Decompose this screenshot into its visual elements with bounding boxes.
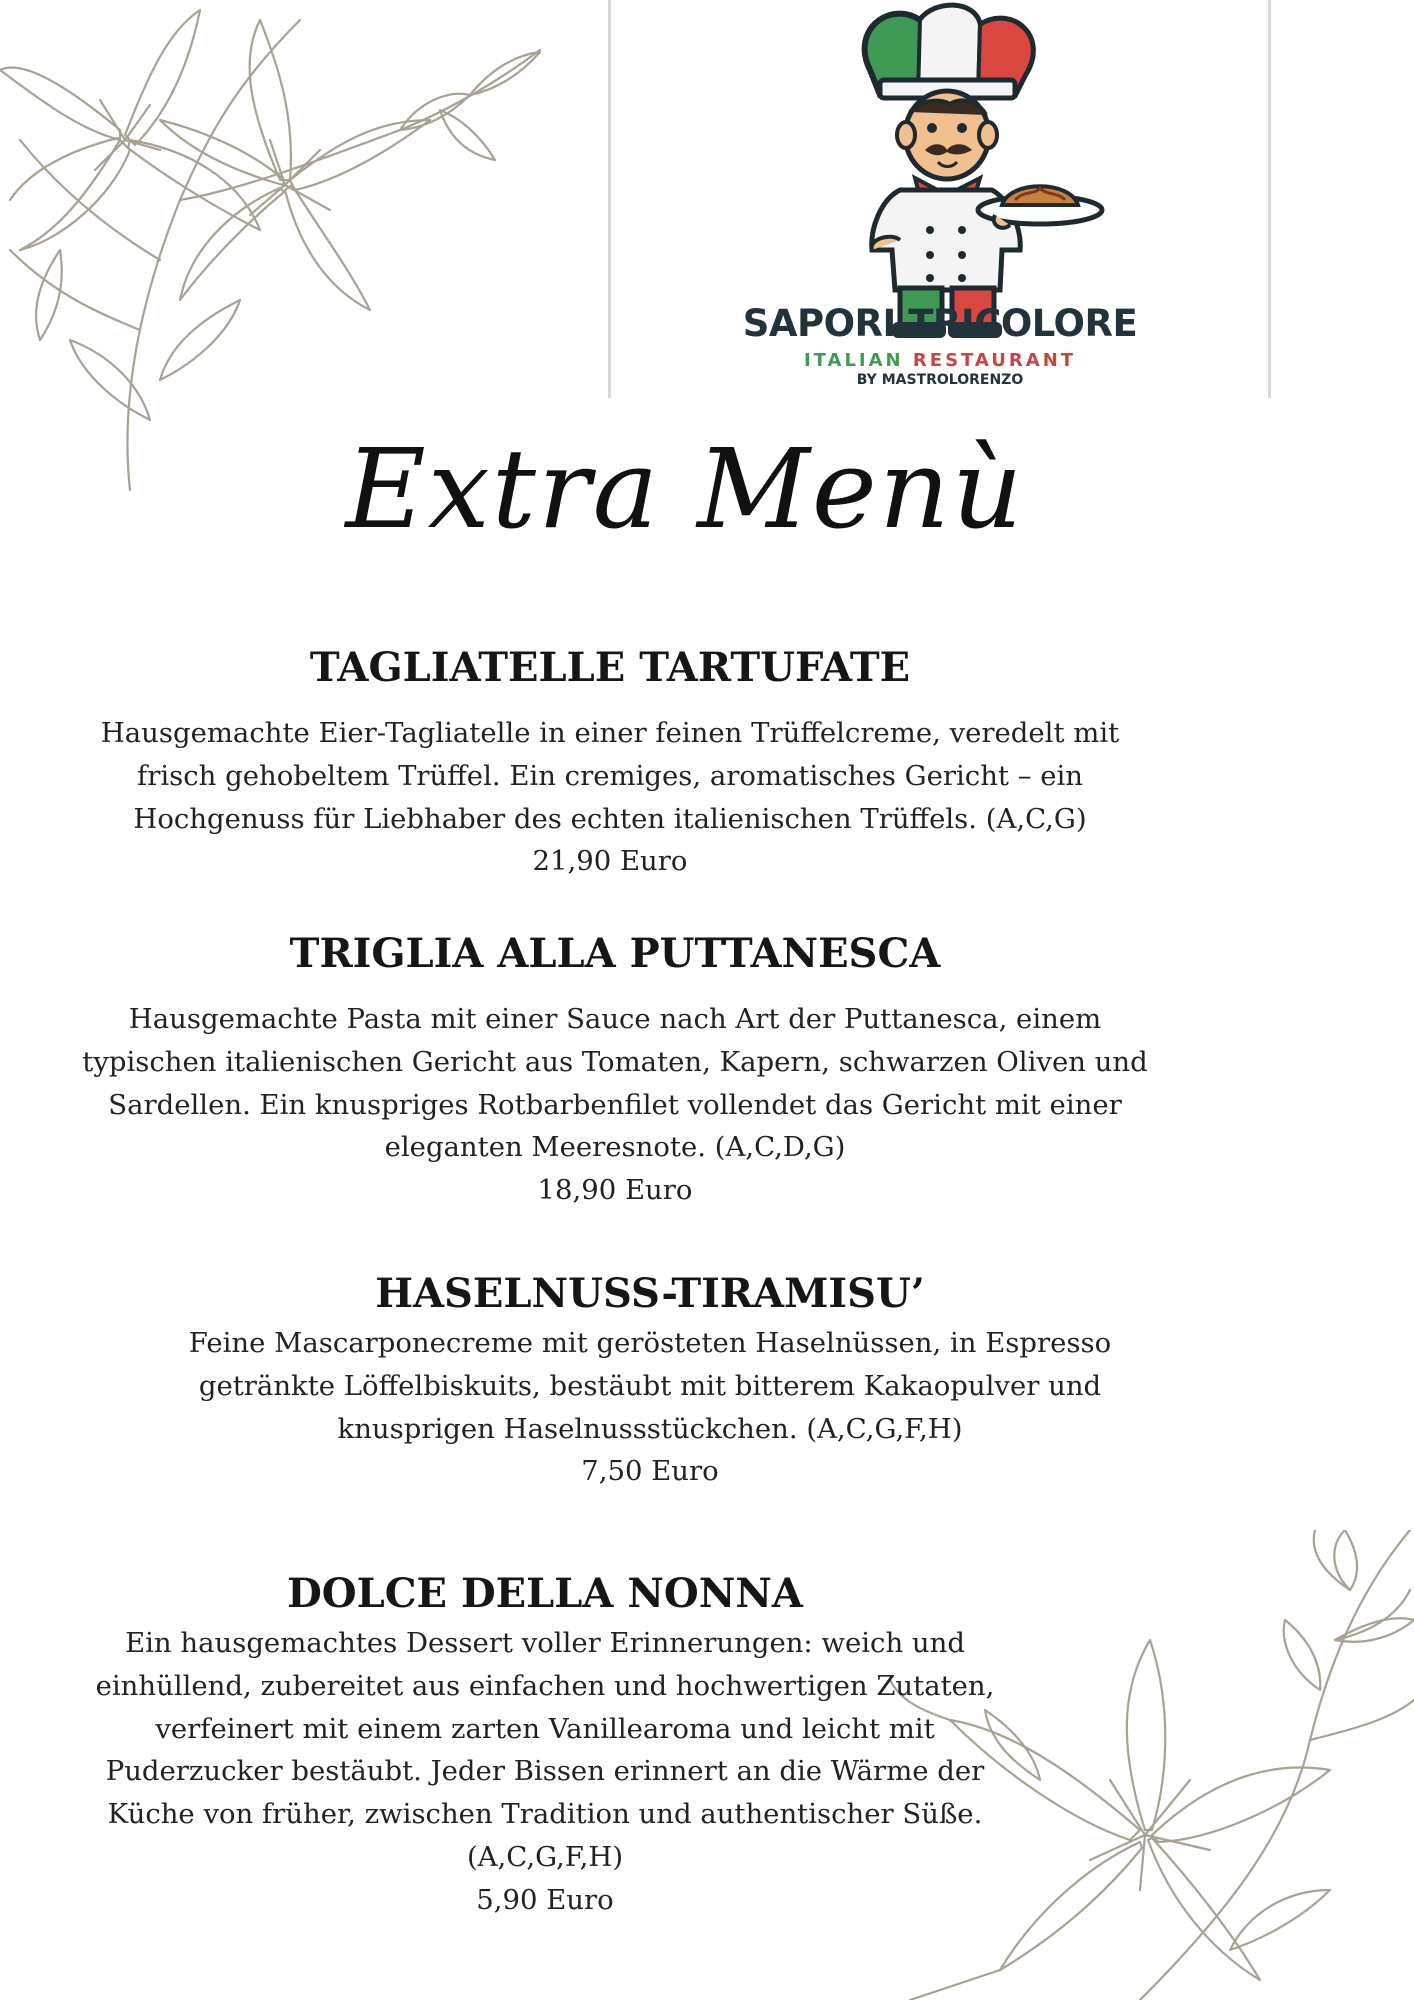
dish-description: Feine Mascarponecreme mit gerösteten Haselnüssen, in Espresso getränkte Löffelbiskuits, bestäubt mit bitterem Kakaopulver und knusprigen Haselnussstückchen. (A,C,G,F,H)	[188, 1327, 1112, 1445]
brand-tagline-restaurant: RESTAURANT	[912, 350, 1077, 371]
dish-name: TRIGLIA ALLA PUTTANESCA	[289, 930, 941, 977]
chef-hat-icon	[865, 6, 1033, 98]
menu-item	[40, 926, 1190, 1212]
dish-description: Hausgemachte Eier-Tagliatelle in einer feinen Trüffelcreme, veredelt mit frisch gehobeltem Trüffel. Ein cremiges, aromatisches Gericht – ein Hochgenuss für Liebhaber des echten italienischen Trüffels. (A,C,G)	[100, 717, 1120, 835]
brand-tagline-italian: ITALIAN	[803, 350, 904, 371]
menu-item	[40, 640, 1180, 883]
dish-name: DOLCE DELLA NONNA	[287, 1570, 803, 1617]
menu-item	[130, 1266, 1170, 1493]
dish-name: TAGLIATELLE TARTUFATE	[309, 644, 911, 691]
brand-name: SAPORI TRICOLORE	[742, 302, 1138, 345]
dish-price: 21,90 Euro	[532, 845, 688, 878]
brand-tagline	[700, 350, 1180, 371]
dish-price: 18,90 Euro	[537, 1174, 693, 1207]
brand-byline: BY MASTROLORENZO	[856, 372, 1024, 388]
divider-line-left	[608, 0, 611, 398]
dish-description: Ein hausgemachtes Dessert voller Erinnerungen: weich und einhüllend, zubereitet aus einfachen und hochwertigen Zutaten, verfeinert mit einem zarten Vanillearoma und leicht mit Puderzucker bestäubt. Jeder Bissen erinnert an die Wärme der Küche von früher, zwischen Tradition und authentischer Süße. (A,C,G,F,H)	[95, 1627, 995, 1873]
dish-price: 5,90 Euro	[476, 1883, 614, 1916]
dish-description: Hausgemachte Pasta mit einer Sauce nach Art der Puttanesca, einem typischen italienischen Gericht aus Tomaten, Kapern, schwarzen Oliven und Sardellen. Ein knuspriges Rotbarbenfilet vollendet das Gericht mit einer eleganten Meeresnote. (A,C,D,G)	[82, 1003, 1148, 1164]
page-title: Extra Menù	[345, 425, 1025, 553]
divider-line-right	[1268, 0, 1271, 398]
menu-item	[40, 1566, 1050, 1922]
dish-price: 7,50 Euro	[581, 1455, 719, 1488]
dish-name: HASELNUSS-TIRAMISU’	[375, 1270, 925, 1317]
